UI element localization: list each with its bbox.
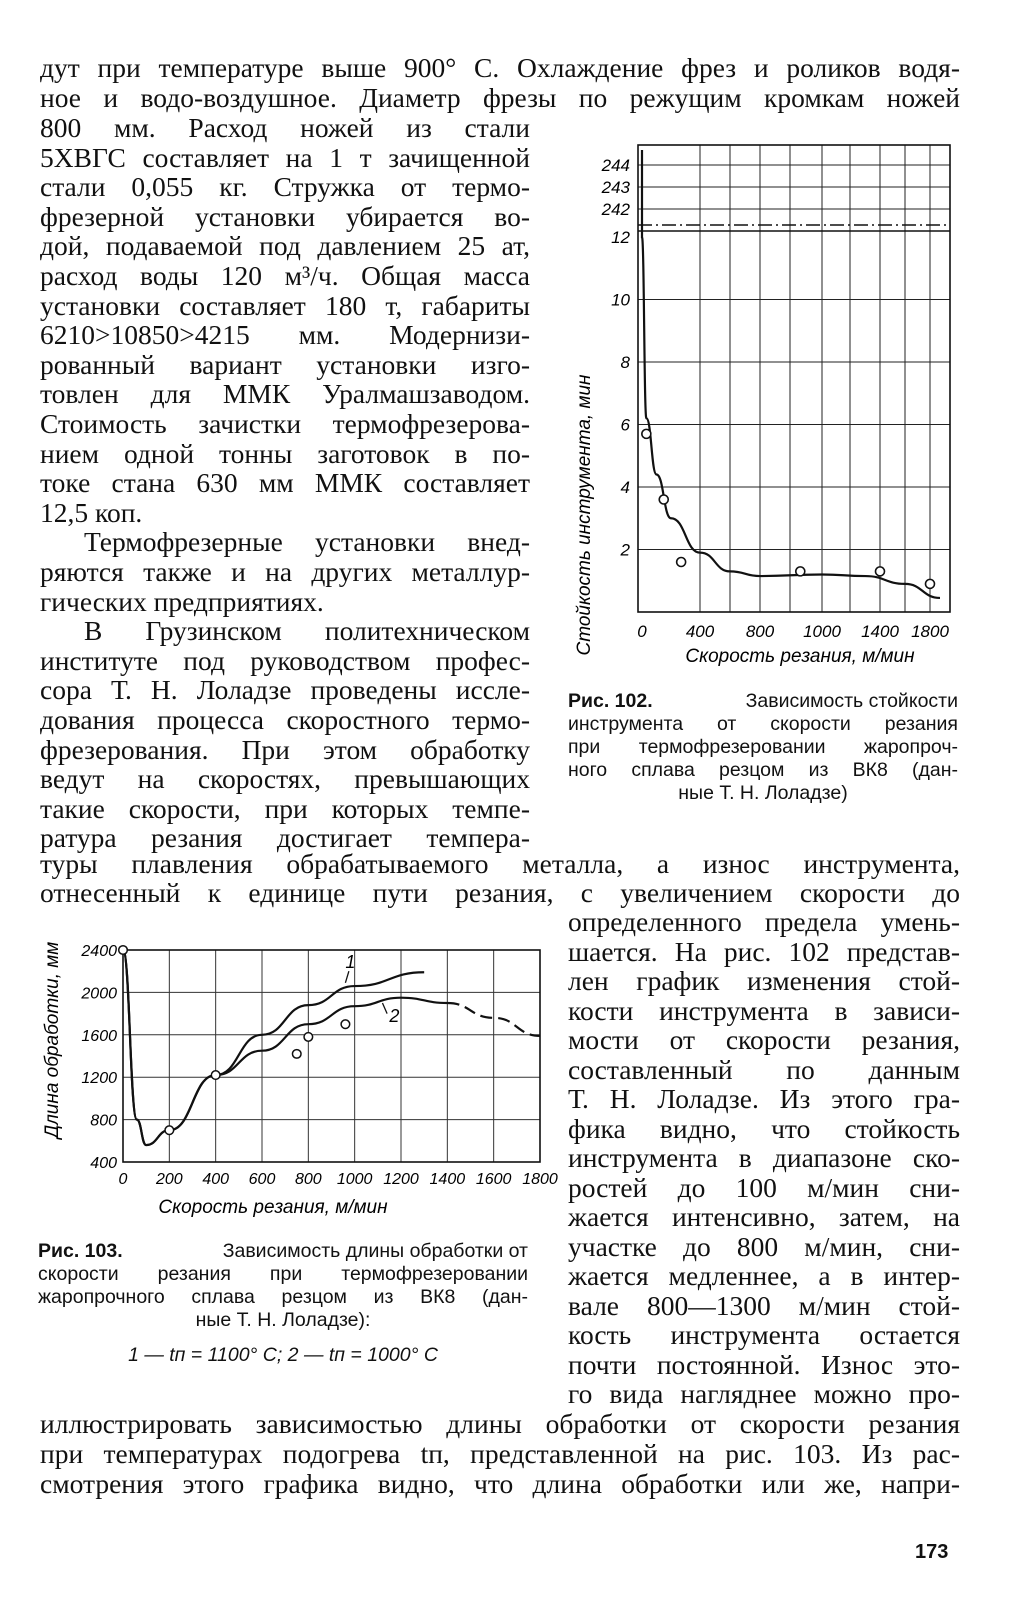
caption-line: скорости резания при термофрезеровании <box>38 1263 528 1285</box>
body-text-line: иллюстрировать зависимостью длины обработки от скорости резания <box>40 1408 960 1439</box>
y-axis-label: Стойкость инструмента, мин <box>574 374 595 656</box>
data-point <box>876 567 885 576</box>
x-axis-label: Скорость резания, м/мин <box>158 1197 388 1218</box>
caption-label: Рис. 102. <box>568 690 653 712</box>
body-text-line: отнесенный к единице пути резания, с увеличением скорости до <box>40 877 960 908</box>
body-text-line: 12,5 коп. <box>40 496 143 528</box>
body-text-line: рованный вариант установки изго- <box>40 348 530 380</box>
body-text-line: почти постоянной. Износ это- <box>568 1348 960 1380</box>
body-text-line: жается интенсивно, затем, на <box>568 1201 960 1232</box>
body-text-line: дой, подаваемой под давлением 25 ат, <box>40 230 530 262</box>
caption-text: Зависимость длины обработки от <box>222 1240 528 1262</box>
caption-line: ного сплава резцом из ВК8 (дан- <box>568 759 958 781</box>
body-text-line: нием одной тонны заготовок в по- <box>40 437 530 469</box>
body-text-line: инструмента в диапазоне ско- <box>568 1142 960 1173</box>
y-tick-label: 243 <box>601 178 630 197</box>
body-text-line: смотрения этого графика видно, что длина обработки или же, напри- <box>40 1468 960 1499</box>
data-point <box>796 567 805 576</box>
body-text-line: В Грузинском политехническом <box>84 615 530 647</box>
series-2-leader <box>382 1003 387 1014</box>
body-text-line: туры плавления обрабатываемого металла, а износ инструмента, <box>40 848 960 879</box>
caption-legend: 1 — tп = 1100° С; 2 — tп = 1000° С <box>128 1344 438 1366</box>
series-2-label: 2 <box>389 1006 400 1027</box>
body-text-line: ведут на скоростях, превышающих <box>40 763 530 795</box>
x-axis-label: Скорость резания, м/мин <box>685 646 915 667</box>
y-tick-label: 1600 <box>81 1027 117 1045</box>
body-text-line: фрезерования. При этом обработку <box>40 733 530 765</box>
body-text-line: кости инструмента в зависи- <box>568 994 960 1026</box>
body-text-line: установки составляет 180 т, габариты <box>40 289 530 321</box>
body-text-line: го вида нагляднее можно про- <box>568 1378 960 1409</box>
plot-frame <box>638 145 950 612</box>
body-text-line: жается медленнее, а в интер- <box>568 1260 960 1291</box>
body-text-line: институте под руководством профес- <box>40 644 530 676</box>
series-1-leader <box>345 971 348 983</box>
figure-102-chart <box>560 135 960 675</box>
x-tick-label: 1400 <box>429 1171 466 1188</box>
y-tick-label: 8 <box>620 353 630 372</box>
series-1-label: 1 <box>345 952 356 973</box>
body-text-line: гических предприятиях. <box>40 585 324 617</box>
data-point <box>926 579 935 588</box>
data-point <box>165 1126 174 1135</box>
body-text-line: ное и водо-воздушное. Диаметр фрезы по режущим кромкам ножей <box>40 82 960 113</box>
body-text-line: лен график изменения стой- <box>568 965 960 996</box>
x-tick-label: 800 <box>745 622 775 641</box>
y-tick-label: 2400 <box>81 943 117 960</box>
y-axis-label: Длина обработки, мм <box>42 941 63 1139</box>
x-tick-label: 1400 <box>861 622 899 641</box>
page-number: 173 <box>915 1541 949 1563</box>
series-2-line <box>123 950 447 1145</box>
body-text-line: ростей до 100 м/мин сни- <box>568 1171 960 1203</box>
body-text-line: мости от скорости резания, <box>568 1024 960 1055</box>
body-text-line: ряются также и на других металлур- <box>40 556 530 587</box>
body-text-line: токе стана 630 мм ММК составляет <box>40 467 530 499</box>
caption-line: при термофрезеровании жаропроч- <box>568 736 958 758</box>
data-point <box>292 1050 301 1059</box>
plot-frame <box>123 950 540 1162</box>
body-text-line: кость инструмента остается <box>568 1319 960 1350</box>
y-tick-label: 6 <box>620 415 630 435</box>
body-text-line: 5ХВГС составляет на 1 т зачищенной <box>40 141 530 173</box>
figure-103-chart <box>38 930 558 1220</box>
x-tick-label: 1000 <box>803 622 841 641</box>
body-text-line: товлен для ММК Уралмашзаводом. <box>40 378 530 410</box>
data-point <box>119 946 128 955</box>
y-tick-label: 242 <box>601 200 630 219</box>
body-text-line: Стоимость зачистки термофрезерова- <box>40 408 530 439</box>
y-tick-label: 1200 <box>81 1070 117 1088</box>
body-text-line: дут при температуре выше 900° С. Охлаждение фрез и роликов водя- <box>40 52 960 83</box>
y-tick-label: 2 <box>620 540 630 560</box>
data-point <box>677 558 686 567</box>
y-tick-label: 4 <box>620 478 630 497</box>
body-text-line: 800 мм. Расход ножей из стали <box>40 112 530 143</box>
series-curve <box>642 150 940 598</box>
body-text-line: дования процесса скоростного термо- <box>40 704 530 735</box>
body-text-line: ратура резания достигает темпера- <box>40 822 530 854</box>
body-text-line: фика видно, что стойкость <box>568 1112 960 1144</box>
caption-line: ные Т. Н. Лоладзе): <box>195 1309 371 1331</box>
caption-line: ные Т. Н. Лоладзе) <box>678 782 848 804</box>
x-tick-label: 400 <box>202 1171 230 1188</box>
x-tick-label: 0 <box>637 622 647 641</box>
body-text-line: при температурах подогрева tп, представленной на рис. 103. Из рас- <box>40 1438 960 1469</box>
body-text-line: Т. Н. Лоладзе. Из этого гра- <box>568 1083 960 1114</box>
y-tick-label: 12 <box>611 228 630 247</box>
x-tick-label: 1800 <box>522 1171 558 1188</box>
body-text-line: Термофрезерные установки внед- <box>84 526 530 558</box>
y-tick-label: 800 <box>90 1112 117 1130</box>
caption-first-line <box>568 690 958 713</box>
data-point <box>659 495 668 504</box>
data-point <box>642 429 651 438</box>
caption-line: жаропрочного сплава резцом из ВК8 (дан- <box>38 1286 528 1308</box>
body-text-line: определенного предела умень- <box>568 906 960 937</box>
body-text-line: составленный по данным <box>568 1053 960 1085</box>
x-tick-label: 0 <box>118 1171 128 1188</box>
y-tick-label: 400 <box>90 1155 117 1172</box>
x-tick-label: 1200 <box>383 1171 419 1188</box>
x-tick-label: 400 <box>685 622 715 641</box>
body-text-line: 6210>10850>4215 мм. Модернизи- <box>40 319 530 351</box>
body-text-line: такие скорости, при которых темпе- <box>40 792 530 824</box>
data-point <box>304 1033 313 1042</box>
x-tick-label: 200 <box>155 1171 183 1188</box>
x-tick-label: 600 <box>248 1171 276 1188</box>
x-tick-label: 1800 <box>911 622 949 641</box>
body-text-line: шается. На рис. 102 представ- <box>568 935 960 967</box>
x-tick-label: 1000 <box>336 1171 373 1188</box>
body-text-line: участке до 800 м/мин, сни- <box>568 1230 960 1262</box>
body-text-line: фрезерной установки убирается во- <box>40 200 530 232</box>
y-tick-label: 10 <box>611 290 630 310</box>
x-tick-label: 800 <box>294 1171 322 1188</box>
caption-label: Рис. 103. <box>38 1240 123 1262</box>
body-text-line: сора Т. Н. Лоладзе проведены иссле- <box>40 674 530 706</box>
body-text-line: стали 0,055 кг. Стружка от термо- <box>40 171 530 203</box>
caption-line: инструмента от скорости резания <box>568 713 958 735</box>
body-text-line: вале 800—1300 м/мин стой- <box>568 1289 960 1321</box>
y-tick-label: 244 <box>601 156 630 175</box>
x-tick-label: 1600 <box>475 1171 512 1188</box>
data-point <box>211 1071 220 1080</box>
body-text-line: расход воды 120 м³/ч. Общая масса <box>40 260 530 291</box>
caption-text: Зависимость стойкости <box>745 690 958 712</box>
y-tick-label: 2000 <box>81 985 117 1003</box>
caption-first-line <box>38 1240 528 1263</box>
data-point <box>341 1020 350 1029</box>
